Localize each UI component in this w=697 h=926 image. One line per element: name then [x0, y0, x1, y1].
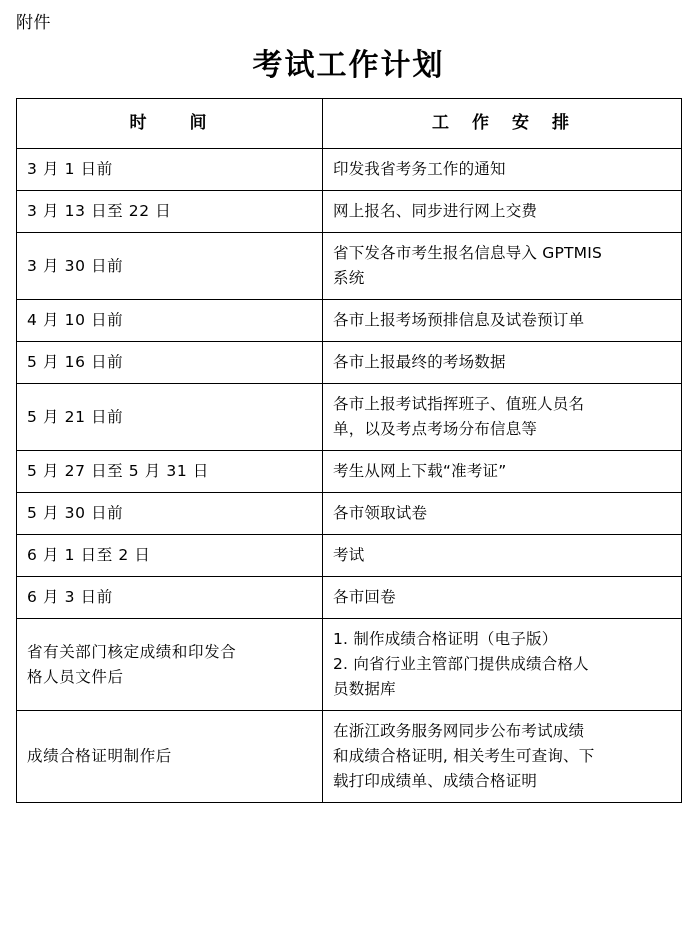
cell-time [17, 451, 323, 493]
cell-line: 省下发各市考生报名信息导入 GPTMIS [333, 244, 603, 262]
cell-line: 网上报名、同步进行网上交费 [333, 202, 538, 220]
cell-line: 单，以及考点考场分布信息等 [333, 420, 538, 438]
table-row [17, 149, 682, 191]
cell-line: 各市回卷 [333, 588, 396, 606]
cell-time [17, 535, 323, 577]
cell-line: 各市上报考试指挥班子、值班人员名 [333, 395, 585, 413]
cell-time [17, 149, 323, 191]
cell-task [323, 191, 682, 233]
cell-task [323, 711, 682, 803]
table-row [17, 535, 682, 577]
cell-task [323, 577, 682, 619]
cell-time [17, 619, 323, 711]
cell-time [17, 384, 323, 451]
cell-line: 6 月 3 日前 [27, 588, 113, 606]
cell-line: 格人员文件后 [27, 667, 124, 686]
table-row [17, 619, 682, 711]
cell-line: 6 月 1 日至 2 日 [27, 546, 151, 564]
cell-task [323, 149, 682, 191]
cell-line: 载打印成绩单、成绩合格证明 [333, 772, 538, 790]
attachment-label: 附件 [16, 13, 51, 33]
table-row [17, 191, 682, 233]
cell-line: 在浙江政务服务网同步公布考试成绩 [333, 722, 585, 740]
exam-work-plan-table [16, 98, 682, 803]
table-row [17, 451, 682, 493]
cell-line: 员数据库 [333, 680, 396, 698]
cell-line: 5 月 21 日前 [27, 407, 124, 426]
column-header-task: 工 作 安 排 [323, 99, 682, 149]
table-row [17, 342, 682, 384]
cell-line: 各市上报考场预排信息及试卷预订单 [333, 311, 585, 329]
cell-time [17, 300, 323, 342]
cell-task [323, 233, 682, 300]
cell-line: 考试 [333, 546, 365, 564]
column-header-time: 时 间 [17, 99, 323, 149]
cell-line: 5 月 27 日至 5 月 31 日 [27, 462, 209, 480]
cell-task [323, 342, 682, 384]
cell-line: 系统 [333, 269, 365, 287]
table-header-row [17, 99, 682, 149]
table-row [17, 384, 682, 451]
cell-task [323, 384, 682, 451]
cell-line: 成绩合格证明制作后 [27, 747, 172, 765]
table-row [17, 711, 682, 803]
cell-line: 和成绩合格证明, 相关考生可查询、下 [333, 747, 595, 765]
plan-table-container [16, 98, 681, 803]
cell-line: 1. 制作成绩合格证明（电子版） [333, 630, 558, 648]
table-row [17, 233, 682, 300]
cell-line: 3 月 13 日至 22 日 [27, 202, 172, 220]
table-row [17, 493, 682, 535]
cell-line: 2. 向省行业主管部门提供成绩合格人 [333, 655, 589, 673]
cell-task [323, 535, 682, 577]
cell-line: 4 月 10 日前 [27, 311, 124, 329]
table-row [17, 300, 682, 342]
cell-time [17, 233, 323, 300]
cell-line: 省有关部门核定成绩和印发合 [27, 642, 237, 661]
page-title: 考试工作计划 [252, 48, 445, 83]
cell-line: 印发我省考务工作的通知 [333, 160, 506, 178]
cell-time [17, 493, 323, 535]
cell-time [17, 342, 323, 384]
cell-line: 各市上报最终的考场数据 [333, 353, 506, 371]
cell-line: 5 月 16 日前 [27, 353, 124, 371]
cell-task [323, 300, 682, 342]
cell-time [17, 191, 323, 233]
cell-task [323, 451, 682, 493]
cell-line: 考生从网上下载“准考证” [333, 462, 507, 480]
table-row [17, 577, 682, 619]
cell-line: 3 月 30 日前 [27, 256, 124, 275]
cell-line: 5 月 30 日前 [27, 504, 124, 522]
cell-line: 3 月 1 日前 [27, 160, 113, 178]
cell-time [17, 577, 323, 619]
cell-time [17, 711, 323, 803]
cell-task [323, 493, 682, 535]
cell-task [323, 619, 682, 711]
cell-line: 各市领取试卷 [333, 504, 428, 522]
